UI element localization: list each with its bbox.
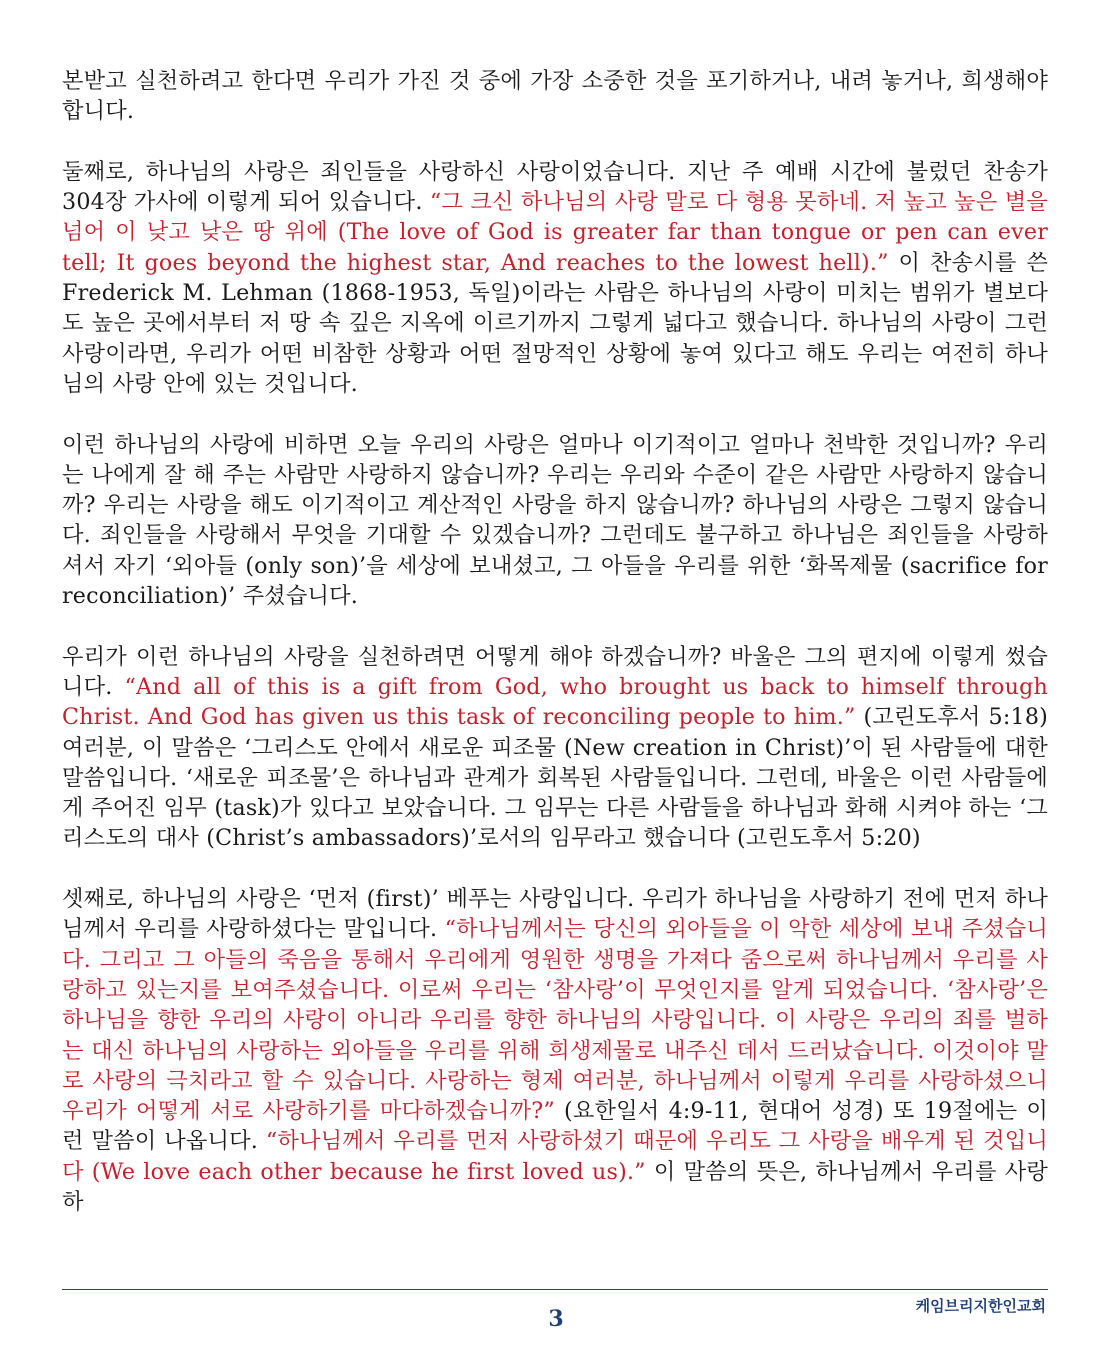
paragraph-2-text-cont: 이 찬송시를 쓴 Frederick M. Lehman (1868-1953, 독일)이라는 사람은 하나님의 사랑이 미치는 범위가 별보다도 높은 곳에서부터 저 땅 속 깊은 지옥에 이르기까지 그렇게 넓다고 했습니다. 하나님의 사랑이 그런 사랑이라면, 우리가 어떤 비참한 상황과 어떤 절망적인 상황에 놓여 있다고 해도 우리는 여전히 하나님의 사랑 안에 있는 것입니다.: [62, 249, 1048, 397]
document-body: [62, 66, 1048, 1248]
hymn-quote: “그 크신 하나님의 사랑 말로 다 형용 못하네. 저 높고 높은 별을 넘어 이 낮고 낮은 땅 위에 (The love of God is greater far than tongue or pen can ever tell; It goes beyond the highest star, And reaches to the lowest hell).”: [62, 189, 1048, 276]
scripture-quote-corinthians: “And all of this is a gift from God, who brought us back to himself through Christ. And God has given us this task of reconciling people to him.”: [62, 673, 1048, 731]
paragraph-4-text: 우리가 이런 하나님의 사랑을 실천하려면 어떻게 해야 하겠습니까? 바울은 그의 편지에 이렇게 썼습니다.: [62, 643, 1048, 700]
paragraph-4-text-cont: (고린도후서 5:18) 여러분, 이 말씀은 ‘그리스도 안에서 새로운 피조물 (New creation in Christ)’이 된 사람들에 대한 말씀입니다. ‘새로운 피조물’은 하나님과 관계가 회복된 사람들입니다. 그런데, 바울은 이런 사람들에게 주어진 임무 (task)가 있다고 보았습니다. 그 임무는 다른 사람들을 하나님과 화해 시켜야 하는 ‘그리스도의 대사 (Christ’s ambassadors)’로서의 임무라고 했습니다 (고린도후서 5:20): [62, 704, 1049, 852]
paragraph-1-text: 본받고 실천하려고 한다면 우리가 가진 것 중에 가장 소중한 것을 포기하거나, 내려 놓거나, 희생해야 합니다.: [62, 68, 1048, 125]
paragraph-2: [62, 157, 1048, 399]
page-number: 3: [548, 1306, 564, 1332]
paragraph-1: [62, 66, 1048, 127]
paragraph-5-text: 셋째로, 하나님의 사랑은 ‘먼저 (first)’ 베푸는 사랑입니다. 우리가 하나님을 사랑하기 전에 먼저 하나님께서 우리를 사랑하셨다는 말입니다.: [62, 886, 1048, 943]
paragraph-2-text: 둘째로, 하나님의 사랑은 죄인들을 사랑하신 사랑이었습니다. 지난 주 예배 시간에 불렀던 찬송가 304장 가사에 이렇게 되어 있습니다.: [62, 158, 1048, 216]
footer-divider: [62, 1289, 1048, 1290]
paragraph-5-text-cont: (요한일서 4:9-11, 현대어 성경) 또 19절에는 이런 말씀이 나옵니다.: [62, 1098, 1049, 1155]
church-name: 케임브리지한인교회: [915, 1297, 1046, 1315]
paragraph-4: [62, 642, 1048, 854]
scripture-quote-verse-19: “하나님께서 우리를 먼저 사랑하셨기 때문에 우리도 그 사랑을 배우게 된 것입니다 (We love each other because he first loved us).”: [62, 1128, 1048, 1185]
paragraph-3-text: 이런 하나님의 사랑에 비하면 오늘 우리의 사랑은 얼마나 이기적이고 얼마나 천박한 것입니까? 우리는 나에게 잘 해 주는 사람만 사랑하지 않습니까? 우리는 우리와 수준이 같은 사람만 사랑하지 않습니까? 우리는 사랑을 해도 이기적이고 계산적인 사랑을 하지 않습니까? 하나님의 사랑은 그렇지 않습니다. 죄인들을 사랑해서 무엇을 기대할 수 있겠습니까? 그런데도 불구하고 하나님은 죄인들을 사랑하셔서 자기 ‘외아들 (only son)’을 세상에 보내셨고, 그 아들을 우리를 위한 ‘화목제물 (sacrifice for reconciliation)’ 주셨습니다.: [62, 431, 1048, 610]
paragraph-3: [62, 430, 1048, 612]
paragraph-5: [62, 884, 1048, 1217]
scripture-quote-john: “하나님께서는 당신의 외아들을 이 악한 세상에 보내 주셨습니다. 그리고 그 아들의 죽음을 통해서 우리에게 영원한 생명을 가져다 줌으로써 하나님께서 우리를 사랑하고 있는지를 보여주셨습니다. 이로써 우리는 ‘참사랑’이 무엇인지를 알게 되었습니다. ‘참사랑’은 하나님을 향한 우리의 사랑이 아니라 우리를 향한 하나님의 사랑입니다. 이 사랑은 우리의 죄를 벌하는 대신 하나님의 사랑하는 외아들을 우리를 위해 희생제물로 내주신 데서 드러났습니다. 이것이야 말로 사랑의 극치라고 할 수 있습니다. 사랑하는 형제 여러분, 하나님께서 이렇게 우리를 사랑하셨으니 우리가 어떻게 서로 사랑하기를 마다하겠습니까?”: [62, 916, 1048, 1125]
paragraph-5-text-end: 이 말씀의 뜻은, 하나님께서 우리를 사랑하: [62, 1158, 1048, 1215]
